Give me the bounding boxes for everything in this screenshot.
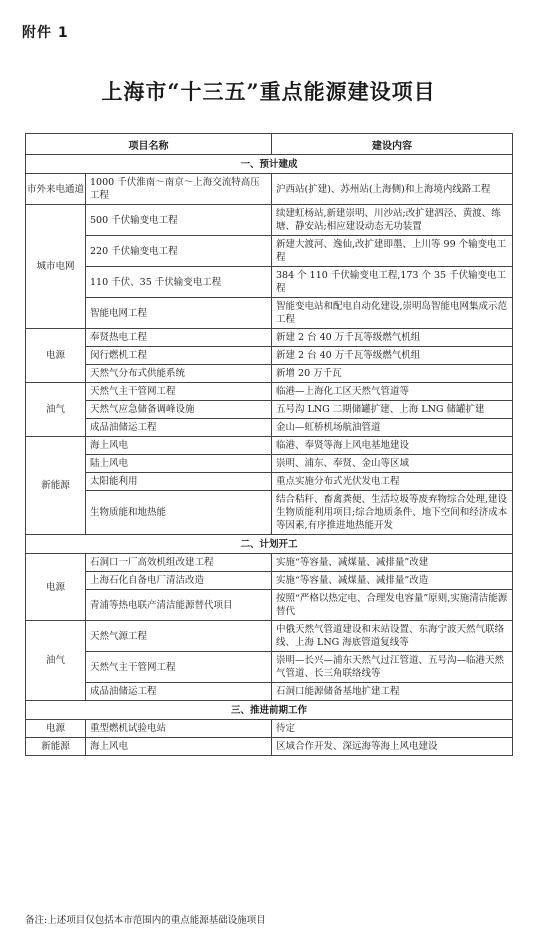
table-row (26, 383, 513, 401)
table-row (26, 267, 513, 298)
table-row (26, 554, 513, 572)
section-heading: 二、计划开工 (26, 535, 513, 554)
project-name-cell: 石洞口一厂高效机组改建工程 (86, 554, 272, 572)
project-name-cell: 110 千伏、35 千伏输变电工程 (86, 267, 272, 298)
content-cell: 临港、奉贤等海上风电基地建设 (272, 437, 513, 455)
content-cell: 续建虹杨站,新建崇明、川沙站;改扩建泗泾、黄渡、练塘、静安站;相应建设动态无功装置 (272, 205, 513, 236)
project-name-cell: 海上风电 (86, 738, 272, 756)
content-cell: 沪西站(扩建)、苏州站(上海侧)和上海境内线路工程 (272, 174, 513, 205)
project-name-cell: 生物质能和地热能 (86, 491, 272, 535)
project-name-cell: 智能电网工程 (86, 298, 272, 329)
table-body (26, 155, 513, 756)
table-row (26, 720, 513, 738)
category-cell: 电源 (26, 720, 86, 738)
project-name-cell: 太阳能利用 (86, 473, 272, 491)
content-cell: 智能变电站和配电自动化建设,崇明岛智能电网集成示范工程 (272, 298, 513, 329)
table-header-row (26, 134, 513, 155)
category-cell: 油气 (26, 383, 86, 437)
project-name-cell: 成品油储运工程 (86, 683, 272, 701)
content-cell: 384 个 110 千伏输变电工程,173 个 35 千伏输变电工程 (272, 267, 513, 298)
content-cell: 金山—虹桥机场航油管道 (272, 419, 513, 437)
table-row (26, 329, 513, 347)
table-row (26, 738, 513, 756)
content-cell: 石洞口能源储备基地扩建工程 (272, 683, 513, 701)
content-cell: 新建 2 台 40 万千瓦等级燃气机组 (272, 347, 513, 365)
content-cell: 按照“严格以热定电、合理发电容量”原则,实施清洁能源替代 (272, 590, 513, 621)
table-row (26, 205, 513, 236)
project-name-cell: 奉贤热电工程 (86, 329, 272, 347)
table-row (26, 236, 513, 267)
header-project-name: 项目名称 (26, 134, 272, 155)
table-row (26, 590, 513, 621)
project-name-cell: 天然气源工程 (86, 621, 272, 652)
project-name-cell: 陆上风电 (86, 455, 272, 473)
project-name-cell: 海上风电 (86, 437, 272, 455)
content-cell: 崇明—长兴—浦东天然气过江管道、五号沟—临港天然气管道、长三角联络线等 (272, 652, 513, 683)
category-cell: 新能源 (26, 437, 86, 535)
table-row (26, 401, 513, 419)
project-name-cell: 1000 千伏淮南～南京～上海交流特高压工程 (86, 174, 272, 205)
project-name-cell: 闵行燃机工程 (86, 347, 272, 365)
content-cell: 新建 2 台 40 万千瓦等级燃气机组 (272, 329, 513, 347)
table-row (26, 572, 513, 590)
content-cell: 五号沟 LNG 二期储罐扩建、上海 LNG 储罐扩建 (272, 401, 513, 419)
project-table (25, 133, 513, 756)
project-name-cell: 天然气主干管网工程 (86, 652, 272, 683)
project-name-cell: 上海石化自备电厂清洁改造 (86, 572, 272, 590)
project-name-cell: 天然气应急储备调峰设施 (86, 401, 272, 419)
section-heading: 一、预计建成 (26, 155, 513, 174)
table-row (26, 473, 513, 491)
content-cell: 中俄天然气管道建设和末站设置、东海宁波天然气联络线、上海 LNG 海底管道复线等 (272, 621, 513, 652)
header-construction-content: 建设内容 (272, 134, 513, 155)
footnote: 备注:上述项目仅包括本市范围内的重点能源基础设施项目 (25, 915, 266, 926)
section-heading-row (26, 155, 513, 174)
content-cell: 实施“等容量、减煤量、减排量”改造 (272, 572, 513, 590)
content-cell: 实施“等容量、减煤量、减排量”改建 (272, 554, 513, 572)
table-row (26, 174, 513, 205)
project-name-cell: 青浦等热电联产清洁能源替代项目 (86, 590, 272, 621)
project-name-cell: 成品油储运工程 (86, 419, 272, 437)
table-row (26, 621, 513, 652)
table-row (26, 437, 513, 455)
project-name-cell: 天然气主干管网工程 (86, 383, 272, 401)
project-name-cell: 重型燃机试验电站 (86, 720, 272, 738)
content-cell: 新增 20 万千瓦 (272, 365, 513, 383)
section-heading-row (26, 535, 513, 554)
category-cell: 电源 (26, 554, 86, 621)
table-row (26, 455, 513, 473)
category-cell: 新能源 (26, 738, 86, 756)
table-row (26, 298, 513, 329)
content-cell: 区域合作开发、深远海等海上风电建设 (272, 738, 513, 756)
document-title: 上海市“十三五”重点能源建设项目 (101, 79, 436, 104)
project-name-cell: 220 千伏输变电工程 (86, 236, 272, 267)
category-cell: 油气 (26, 621, 86, 701)
category-cell: 城市电网 (26, 205, 86, 329)
category-cell: 电源 (26, 329, 86, 383)
table-row (26, 419, 513, 437)
table-row (26, 652, 513, 683)
table-row (26, 365, 513, 383)
content-cell: 待定 (272, 720, 513, 738)
project-name-cell: 天然气分布式供能系统 (86, 365, 272, 383)
content-cell: 临港—上海化工区天然气管道等 (272, 383, 513, 401)
table-row (26, 491, 513, 535)
section-heading-row (26, 701, 513, 720)
category-cell: 市外来电通道 (26, 174, 86, 205)
table-row (26, 347, 513, 365)
table-row (26, 683, 513, 701)
content-cell: 结合秸秆、畜禽粪便、生活垃圾等废弃物综合处理,建设生物质能利用项目;综合地质条件、地下空间和经济成本等因素,有序推进地热能开发 (272, 491, 513, 535)
content-cell: 重点实施分布式光伏发电工程 (272, 473, 513, 491)
attachment-label: 附件 1 (22, 25, 69, 41)
project-name-cell: 500 千伏输变电工程 (86, 205, 272, 236)
section-heading: 三、推进前期工作 (26, 701, 513, 720)
content-cell: 崇明、浦东、奉贤、金山等区域 (272, 455, 513, 473)
content-cell: 新建大渡河、逸仙,改扩建即墨、上川等 99 个输变电工程 (272, 236, 513, 267)
